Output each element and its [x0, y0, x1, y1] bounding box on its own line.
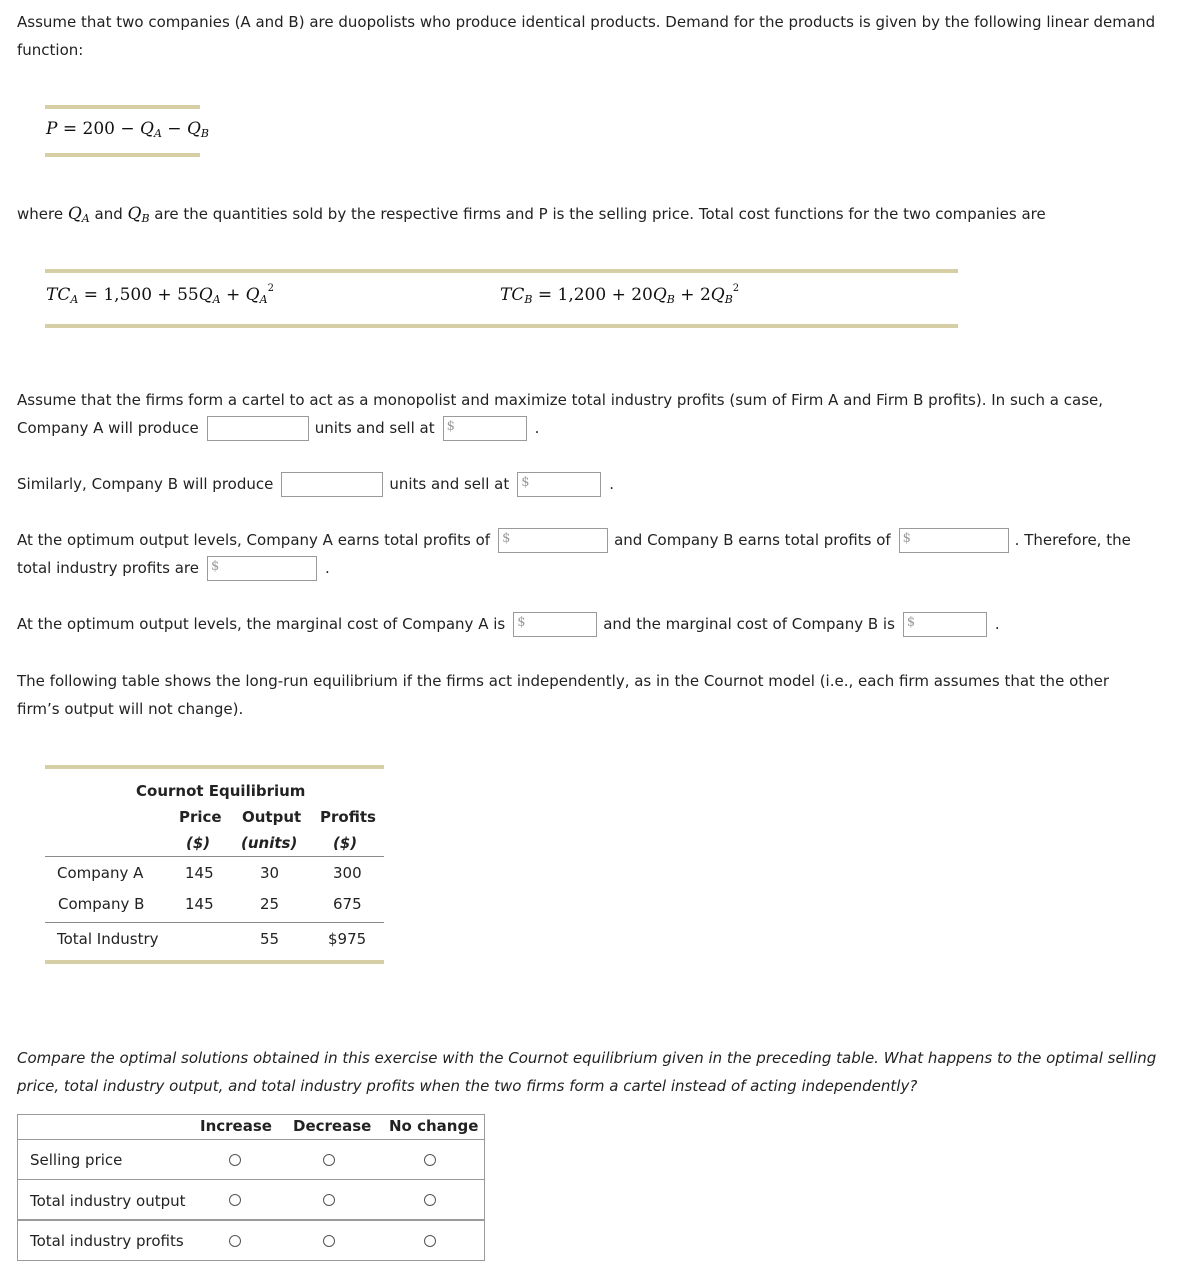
header-price-unit: ($)	[186, 834, 211, 852]
intro-line-2: function:	[17, 41, 84, 59]
row-output: 25	[260, 895, 280, 913]
profit-a-input[interactable]	[498, 528, 608, 553]
total-output: 55	[260, 930, 280, 948]
row-selling-price: Selling price	[30, 1151, 123, 1169]
period: .	[609, 475, 614, 493]
cost-equation-b: $TC_B = 1,200 + 20Q_B + 2Q_B^2$	[500, 283, 740, 306]
dollar-sign: $	[521, 474, 530, 490]
column-increase: Increase	[200, 1117, 272, 1135]
profits-b-label: and Company B earns total profits of	[614, 531, 891, 549]
radio-table	[17, 1114, 485, 1261]
row-profits: 675	[333, 895, 362, 913]
dollar-sign: $	[906, 614, 916, 630]
header-profits: Profits	[320, 808, 376, 826]
header-divider	[45, 856, 384, 857]
radio-total-output-decrease[interactable]	[323, 1194, 335, 1206]
row-total-output: Total industry output	[30, 1192, 186, 1210]
total-label: Total Industry	[57, 930, 159, 948]
table-rule-bottom	[45, 960, 384, 964]
marginal-cost-line	[17, 610, 1000, 638]
table-intro-line-2: firm’s output will not change).	[17, 700, 244, 718]
radio-total-profits-increase[interactable]	[229, 1235, 241, 1247]
price-a-input[interactable]	[443, 416, 527, 441]
profit-b-input[interactable]	[899, 528, 1009, 553]
company-a-produce-label: Company A will produce	[17, 419, 199, 437]
company-a-line	[17, 414, 539, 442]
row-total-profits: Total industry profits	[30, 1232, 184, 1250]
dollar-sign: $	[502, 530, 511, 546]
cost-equation-a: $TC_A = 1,500 + 55Q_A + Q_A^2$	[46, 283, 274, 306]
radio-total-output-no-change[interactable]	[424, 1194, 436, 1206]
radio-total-output-increase[interactable]	[229, 1194, 241, 1206]
table-intro-line-1: The following table shows the long-run equilibrium if the firms act independently, as in the Cournot model (i.e., each firm assumes that the other	[17, 672, 1110, 690]
radio-selling-price-increase[interactable]	[229, 1154, 241, 1166]
period: .	[994, 615, 1000, 633]
mc-a-input[interactable]	[513, 612, 597, 637]
header-output: Output	[242, 808, 302, 826]
therefore-label: . Therefore, the	[1014, 531, 1131, 549]
compare-line-2: price, total industry output, and total industry profits when the two firms form a cartel instead of acting independently?	[17, 1077, 918, 1095]
equation-rule-top	[45, 105, 200, 109]
where-text: where $Q_A$ and $Q_B$ are the quantities sold by the respective firms and P is the selling price. Total cost functions for the two companies are	[17, 204, 1046, 225]
period: .	[534, 419, 540, 437]
total-divider	[45, 922, 384, 923]
dollar-sign: $	[517, 614, 526, 630]
column-decrease: Decrease	[293, 1117, 372, 1135]
radio-selling-price-no-change[interactable]	[424, 1154, 436, 1166]
header-output-unit: (units)	[241, 834, 298, 852]
cost-rule-top	[45, 269, 958, 273]
compare-line-1: Compare the optimal solutions obtained in this exercise with the Cournot equilibrium given in the preceding table. What happens to the optimal selling	[17, 1049, 1157, 1067]
profit-total-input[interactable]	[207, 556, 317, 581]
price-b-input[interactable]	[517, 472, 601, 497]
units-sell-label-a: units and sell at	[314, 419, 435, 437]
units-sell-label-b: units and sell at	[389, 475, 510, 493]
radio-total-profits-no-change[interactable]	[424, 1235, 436, 1247]
profits-a-label: At the optimum output levels, Company A earns total profits of	[17, 531, 491, 549]
mc-b-input[interactable]	[903, 612, 987, 637]
row-price: 145	[185, 864, 214, 882]
quantity-a-input[interactable]	[207, 416, 309, 441]
cartel-intro: Assume that the firms form a cartel to act as a monopolist and maximize total industry profits (sum of Firm A and Firm B profits). In such a case,	[17, 391, 1104, 409]
row-price: 145	[185, 895, 214, 913]
dollar-sign: $	[902, 530, 911, 546]
radio-total-profits-decrease[interactable]	[323, 1235, 335, 1247]
row-profits: 300	[333, 864, 362, 882]
header-profits-unit: ($)	[333, 834, 358, 852]
total-profits-line	[17, 554, 330, 582]
total-profits: $975	[328, 930, 367, 948]
profits-line	[17, 526, 1131, 554]
company-b-produce-label: Similarly, Company B will produce	[17, 475, 274, 493]
company-b-line	[17, 470, 614, 498]
radio-selling-price-decrease[interactable]	[323, 1154, 335, 1166]
quantity-b-input[interactable]	[281, 472, 383, 497]
mc-b-label: and the marginal cost of Company B is	[603, 615, 895, 633]
equation-rule-bottom	[45, 153, 200, 157]
header-price: Price	[179, 808, 222, 826]
row-label: Company B	[58, 895, 145, 913]
mc-a-label: At the optimum output levels, the marginal cost of Company A is	[17, 615, 506, 633]
row-output: 30	[260, 864, 280, 882]
dollar-sign: $	[446, 418, 455, 434]
table-rule-top	[45, 765, 384, 769]
column-no-change: No change	[389, 1117, 479, 1135]
total-profits-label: total industry profits are	[17, 559, 199, 577]
cost-rule-bottom	[45, 324, 958, 328]
demand-equation: $P = 200 - Q_A - Q_B$	[46, 119, 209, 140]
table-title: Cournot Equilibrium	[136, 782, 306, 800]
period: .	[325, 559, 330, 577]
row-label: Company A	[57, 864, 144, 882]
dollar-sign: $	[211, 558, 220, 574]
intro-line-1: Assume that two companies (A and B) are duopolists who produce identical products. Demand for the products is given by the following linear demand	[17, 13, 1156, 31]
